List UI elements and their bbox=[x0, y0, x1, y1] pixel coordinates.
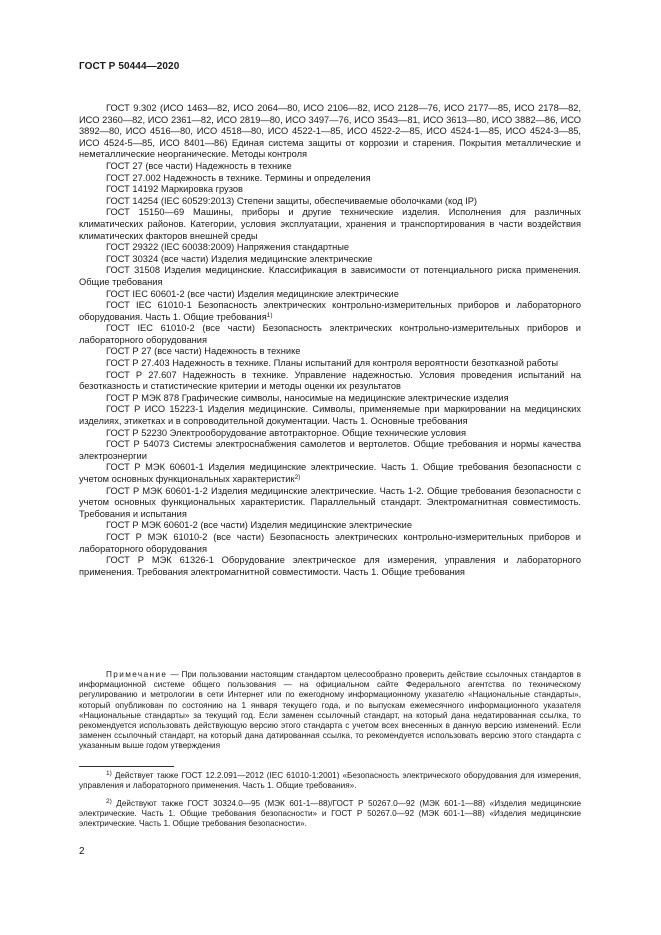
reference-item: ГОСТ Р МЭК 60601-1-2 Изделия медицинские электрические. Часть 1-2. Общие требования безопасности с учетом основных функциональных характеристик. Параллельный стандарт. Электромагнитная совместимость. Требования и испытания bbox=[79, 485, 581, 519]
reference-item: ГОСТ Р 27.607 Надежность в технике. Управление надежностью. Условия проведения испытаний на безотказность и статистические критерии и методы оценки их результатов bbox=[79, 369, 581, 392]
footnote-ref: 1) bbox=[266, 311, 273, 319]
reference-item: ГОСТ Р МЭК 878 Графические символы, наносимые на медицинские электрические изделия bbox=[106, 392, 509, 403]
reference-item: ГОСТ IEC 60601-2 (все части) Изделия медицинские электрические bbox=[106, 288, 399, 299]
reference-item: ГОСТ 29322 (IEC 60038:2009) Напряжения стандартные bbox=[106, 242, 350, 253]
reference-item: ГОСТ 14254 (IEC 60529:2013) Степени защиты, обеспечиваемые оболочками (код IP) bbox=[106, 195, 478, 206]
reference-item: ГОСТ 15150—69 Машины, приборы и другие технические изделия. Исполнения для различных климатических районов. Категории, условия эксплуатации, хранения и транспортирования в части воздействия климатических факторов внешней среды bbox=[79, 207, 581, 241]
reference-item: ГОСТ Р 52230 Электрооборудование автотракторное. Общие технические условия bbox=[106, 427, 467, 438]
reference-item: ГОСТ 9.302 (ИСО 1463—82, ИСО 2064—80, ИСО 2106—82, ИСО 2128—76, ИСО 2177—85, ИСО 2178—82, ИСО 2360—82, ИСО 2361—82, ИСО 2819—80, ИСО 3497—76, ИСО 3543—81, ИСО 3613—80, ИСО 3882—86, ИСО 3892—80, ИСО 4516—80, ИСО 4518—80, ИСО 4522-1—85, ИСО 4522-2—85, ИСО 4524-1—85, ИСО 4524-3—85, ИСО 4524-5—85, ИСО 8401—86) Единая система защиты от коррозии и старения. Покрытия металлические и неметаллические неорганические. Методы контроля bbox=[79, 103, 581, 160]
footnote bbox=[79, 799, 581, 830]
reference-item: ГОСТ Р 54073 Системы электроснабжения самолетов и вертолетов. Общие требования и нормы качества электроэнергии bbox=[79, 439, 581, 461]
reference-item: ГОСТ Р МЭК 61010-2 (все части) Безопасность электрических контрольно-измерительных приборов и лабораторного оборудования bbox=[79, 531, 581, 554]
note-text: — При пользовании настоящим стандартом целесообразно проверить действие ссылочных стандартов в информационной системе общего пользования — на официальном сайте Федерального агентства по техническому регулированию и метрологии в сети Интернет или по ежегодному информационному указателю «Национальные стандарты», который опубликован по состоянию на 1 января текущего года, и по выпускам ежемесячного информационного указателя «Национальные стандарты» за текущий год. Если заменен ссылочный стандарт, на который дана недатированная ссылка, то рекомендуется использовать действующую версию этого стандарта с учетом всех внесенных в данную версию изменений. Если заменен ссылочный стандарт, на который дана датированная ссылка, то рекомендуется использовать версию этого стандарта с указанным выше годом утверждения bbox=[79, 670, 581, 751]
footnote bbox=[79, 771, 581, 791]
footnote-mark: 1) bbox=[106, 770, 112, 777]
reference-item: ГОСТ 31508 Изделия медицинские. Классификация в зависимости от потенциального риска применения. Общие требования bbox=[79, 265, 581, 287]
page-number: 2 bbox=[79, 846, 85, 857]
footnote-mark: 2) bbox=[106, 798, 112, 805]
reference-item: ГОСТ 27.002 Надежность в технике. Термины и определения bbox=[106, 172, 371, 183]
reference-item: ГОСТ Р ИСО 15223-1 Изделия медицинские. Символы, применяемые при маркировании на медицинских изделиях, этикетках и в сопроводительной документации. Часть 1. Основные требования bbox=[79, 404, 581, 427]
reference-item: ГОСТ Р 27.403 Надежность в технике. Планы испытаний для контроля вероятности безотказной работы bbox=[106, 358, 559, 369]
footnote-divider bbox=[79, 766, 174, 767]
reference-item: ГОСТ IEC 61010-1 Безопасность электрических контрольно-измерительных приборов и лабораторного оборудования. Часть 1. Общие требования$^{1)}$ bbox=[79, 300, 581, 322]
footnote-text: Действуют также ГОСТ 30324.0—95 (МЭК 601-1—88)/ГОСТ Р 50267.0—92 (МЭК 601-1—88) «Изделия медицинские электрические. Часть 1. Общие требования безопасности» и ГОСТ Р 50267.0—92 (МЭК 601-1—88) «Изделия медицинские электрические. Часть 1. Общие требования безопасности». bbox=[79, 799, 581, 829]
reference-item: ГОСТ Р МЭК 60601-1 Изделия медицинские электрические. Часть 1. Общие требования безопасности с учетом основных функциональных характеристик$^{2)}$ bbox=[79, 462, 581, 484]
reference-item: ГОСТ Р 27 (все части) Надежность в технике bbox=[106, 346, 301, 357]
reference-item: ГОСТ 27 (все части) Надежность в технике bbox=[106, 160, 292, 171]
note-block bbox=[79, 670, 581, 752]
footnote-text: Действует также ГОСТ 12.2.091—2012 (IEC 61010-1:2001) «Безопасность электрического оборудования для измерения, управления и лабораторного применения. Часть 1. Общие требования». bbox=[79, 771, 581, 791]
reference-item: ГОСТ 14192 Маркировка грузов bbox=[106, 184, 243, 195]
normative-references bbox=[79, 103, 581, 578]
document-header: ГОСТ Р 50444—2020 bbox=[79, 61, 180, 72]
reference-item: ГОСТ IEC 61010-2 (все части) Безопасность электрических контрольно-измерительных приборов и лабораторного оборудования bbox=[79, 323, 581, 345]
reference-item: ГОСТ 30324 (все части) Изделия медицинские электрические bbox=[106, 253, 373, 264]
reference-item: ГОСТ Р МЭК 60601-2 (все части) Изделия медицинские электрические bbox=[106, 520, 413, 531]
reference-item: ГОСТ Р МЭК 61326-1 Оборудование электрическое для измерения, управления и лабораторного применения. Требования электромагнитной совместимости. Часть 1. Общие требования bbox=[79, 555, 581, 577]
footnote-ref: 2) bbox=[294, 474, 301, 481]
note-label: Примечание bbox=[106, 670, 168, 679]
